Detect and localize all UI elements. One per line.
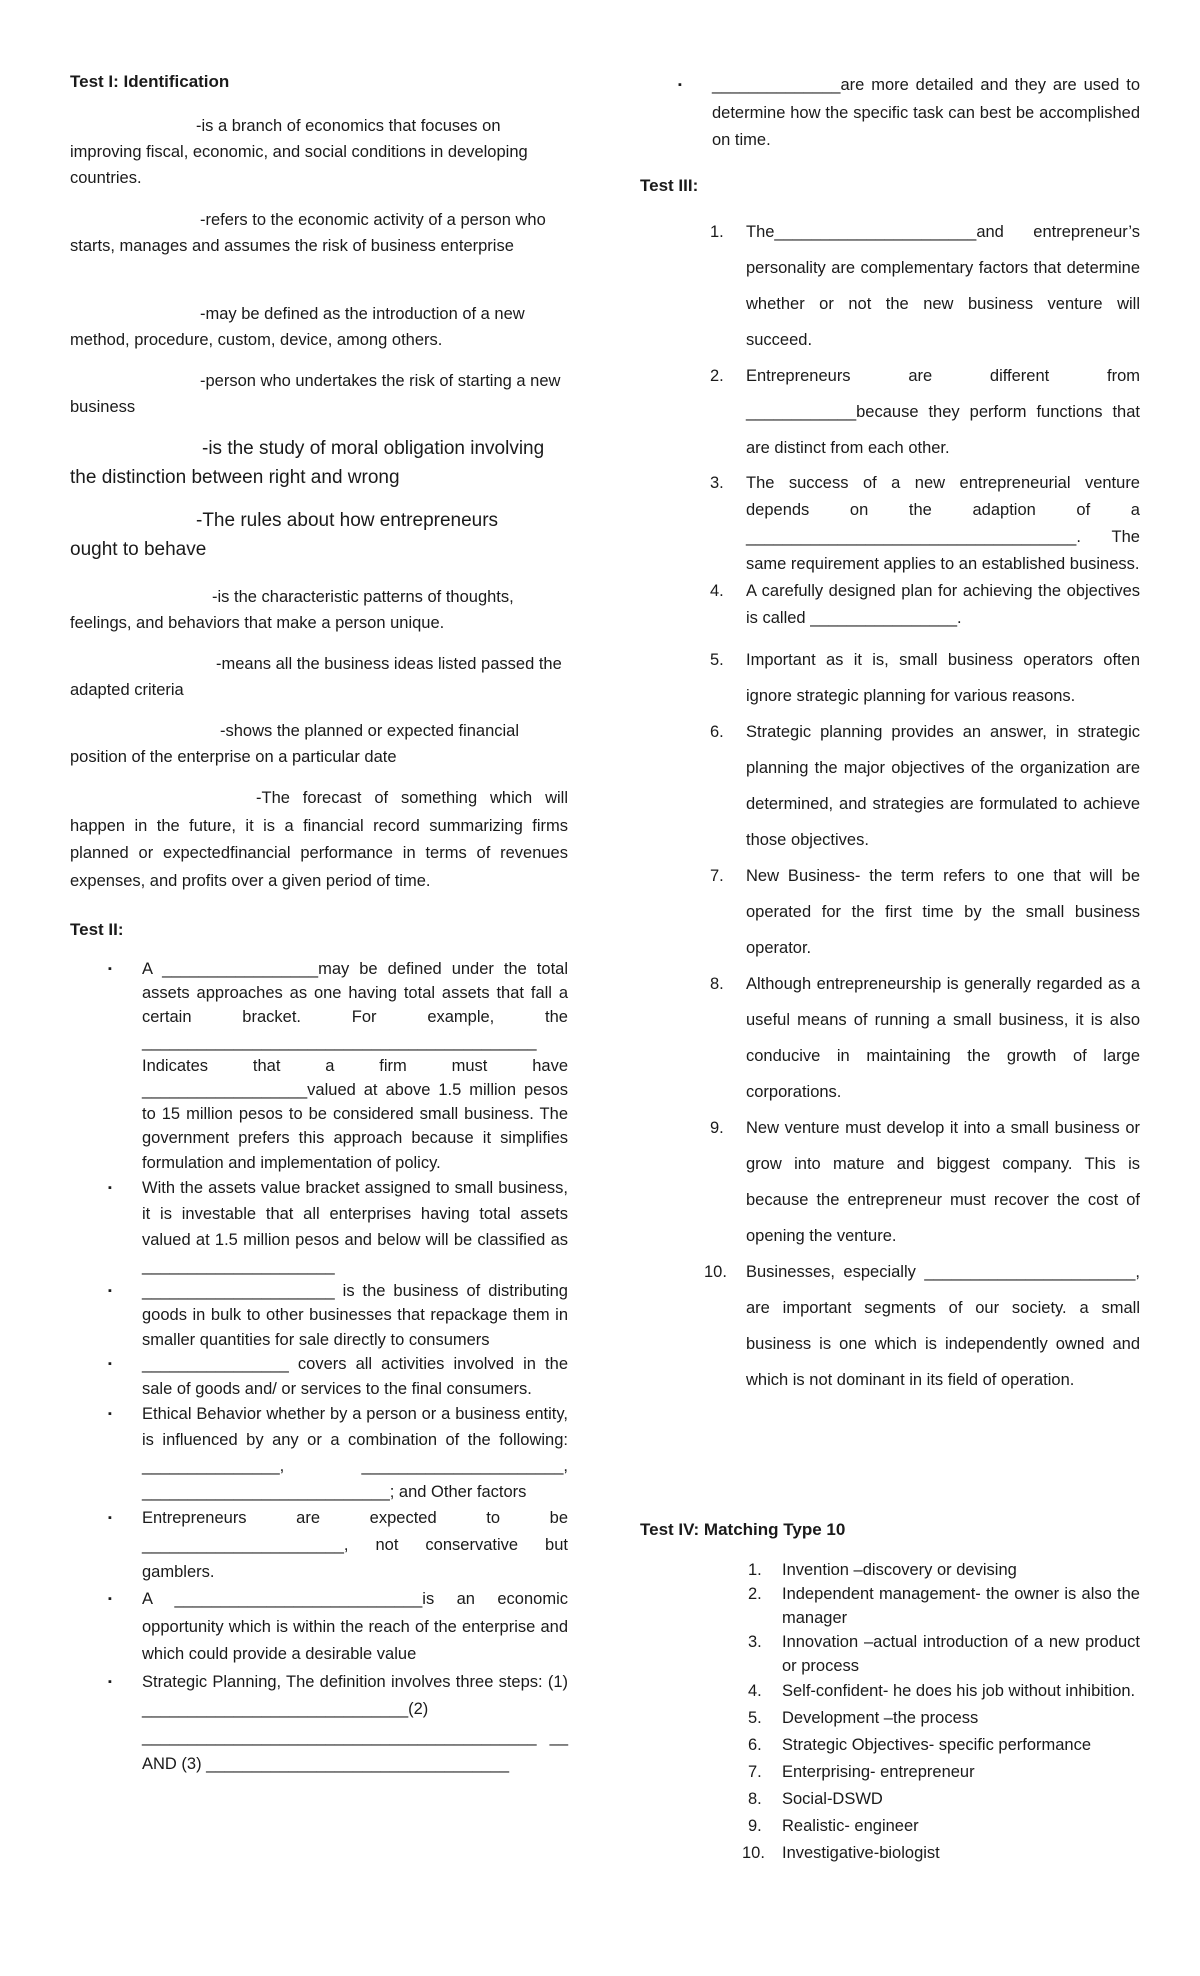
- test3-item: 1. The______________________and entrepreneur’s personality are complementary factors that determine whether or not the new business venture will succeed.: [710, 223, 1140, 349]
- test1-item-8: -means all the business ideas listed passed the adapted criteria: [70, 655, 562, 699]
- test2-item: ▪ A ___________________________is an economic opportunity which is within the reach of the enterprise and which could provide a desirable value: [70, 1586, 568, 1669]
- square-bullet-icon: ▪: [108, 1512, 112, 1525]
- square-bullet-icon: ▪: [678, 79, 682, 91]
- test1-item-1: -is a branch of economics that focuses on improving fiscal, economic, and social conditions in developing countries.: [70, 117, 528, 187]
- test2-item: ▪ A _________________may be defined under the total assets approaches as one having total assets that fall a certain bracket. For example, the ___________________________________________ Indicates that a firm must have __________________valued at above 1.5 million pesos to 15 million pesos to be considered small business. The government prefers this approach because it simplifies formulation and implementation of policy.: [70, 957, 568, 1175]
- test2-item: ▪ _____________________ is the business of distributing goods in bulk to other businesses that repackage them in smaller quantities for sale directly to consumers: [70, 1279, 568, 1353]
- test2-list: [70, 957, 568, 1779]
- test2-item: ▪ ______________are more detailed and they are used to determine how the specific task can best be accomplished on time.: [640, 72, 1140, 155]
- test1-item-9: -shows the planned or expected financial position of the enterprise on a particular date: [70, 722, 520, 766]
- test1-item-6: -The rules about how entrepreneurs ought to behave: [70, 510, 499, 560]
- test3-list: [640, 214, 1140, 1398]
- square-bullet-icon: ▪: [108, 1408, 112, 1421]
- test3-item: 5. Important as it is, small business operators often ignore strategic planning for various reasons.: [710, 651, 1140, 705]
- square-bullet-icon: ▪: [108, 963, 112, 975]
- test3-item: 3. The success of a new entrepreneurial venture depends on the adaption of a ____________________________________. The same requirement applies to an established business.: [710, 474, 1140, 573]
- test3-title: Test III:: [640, 176, 699, 195]
- test4-item: 9. Realistic- engineer: [748, 1817, 919, 1835]
- test1-item-4: -person who undertakes the risk of starting a new business: [70, 372, 561, 416]
- test4-item: 5. Development –the process: [748, 1709, 979, 1727]
- test2-item: ▪ ________________ covers all activities involved in the sale of goods and/ or services to the final consumers.: [70, 1352, 568, 1401]
- test3-item: 10. Businesses, especially _______________________, are important segments of our society. a small business is one which is independently owned and which is not dominant in its field of operation.: [704, 1263, 1140, 1389]
- test4-item: 2. Independent management- the owner is also the manager: [748, 1585, 1140, 1627]
- test4-item: 6. Strategic Objectives- specific performance: [748, 1736, 1092, 1754]
- test2-item: ▪ Strategic Planning, The definition involves three steps: (1) _____________________________(2) ___________________________________________ __ AND (3) _________________________________: [70, 1669, 568, 1779]
- test2-list-continued: [640, 72, 1140, 155]
- test1-item-2: -refers to the economic activity of a person who starts, manages and assumes the risk of business enterprise: [70, 211, 546, 255]
- test4-title: Test IV: Matching Type 10: [640, 1520, 846, 1539]
- test3-item: 8. Although entrepreneurship is generally regarded as a useful means of running a small business, it is also conducive in maintaining the growth of large corporations.: [710, 975, 1140, 1101]
- test3-item: 4. A carefully designed plan for achieving the objectives is called ________________.: [710, 582, 1140, 627]
- test4-item: 8. Social-DSWD: [748, 1790, 883, 1808]
- test3-item: 9. New venture must develop it into a small business or grow into mature and biggest company. This is because the entrepreneur must recover the cost of opening the venture.: [710, 1119, 1140, 1245]
- square-bullet-icon: ▪: [108, 1675, 112, 1688]
- test3-item: 7. New Business- the term refers to one that will be operated for the first time by the small business operator.: [710, 867, 1140, 957]
- test1-title: Test I: Identification: [70, 72, 230, 91]
- test3-item: 2. Entrepreneurs are different from ____________because they perform functions that are distinct from each other.: [710, 367, 1140, 457]
- square-bullet-icon: ▪: [108, 1181, 112, 1194]
- test1-item-3: -may be defined as the introduction of a new method, procedure, custom, device, among others.: [70, 305, 525, 349]
- test4-item: 7. Enterprising- entrepreneur: [748, 1763, 975, 1781]
- test1-item-5: -is the study of moral obligation involving the distinction between right and wrong: [70, 438, 545, 488]
- test4-item: 10. Investigative-biologist: [742, 1844, 940, 1862]
- square-bullet-icon: ▪: [108, 1284, 112, 1297]
- test2-title: Test II:: [70, 920, 124, 939]
- test4-list: [640, 1558, 1140, 1867]
- test2-item: ▪ Ethical Behavior whether by a person or a business entity, is influenced by any or a combination of the following: _______________, ______________________, ___________________________; and Other factors: [70, 1401, 568, 1505]
- test4-item: 1. Invention –discovery or devising: [748, 1561, 1017, 1579]
- test1-item-7: -is the characteristic patterns of thoughts, feelings, and behaviors that make a person unique.: [70, 588, 514, 632]
- test4-item: 3. Innovation –actual introduction of a new product or process: [748, 1633, 1140, 1675]
- test2-item: ▪ Entrepreneurs are expected to be ______________________, not conservative but gamblers.: [70, 1505, 568, 1586]
- test3-item: 6. Strategic planning provides an answer, in strategic planning the major objectives of the organization are determined, and strategies are formulated to achieve those objectives.: [710, 723, 1140, 849]
- square-bullet-icon: ▪: [108, 1358, 112, 1371]
- test2-item: ▪ With the assets value bracket assigned to small business, it is investable that all enterprises having total assets valued at 1.5 million pesos and below will be classified as _____________________: [70, 1175, 568, 1279]
- square-bullet-icon: ▪: [108, 1593, 112, 1606]
- test1-item-10: -The forecast of something which will happen in the future, it is a financial record summarizing firms planned or expectedfinancial performance in terms of revenues expenses, and profits over a given period of time.: [70, 789, 568, 890]
- test4-item: 4. Self-confident- he does his job without inhibition.: [748, 1682, 1136, 1700]
